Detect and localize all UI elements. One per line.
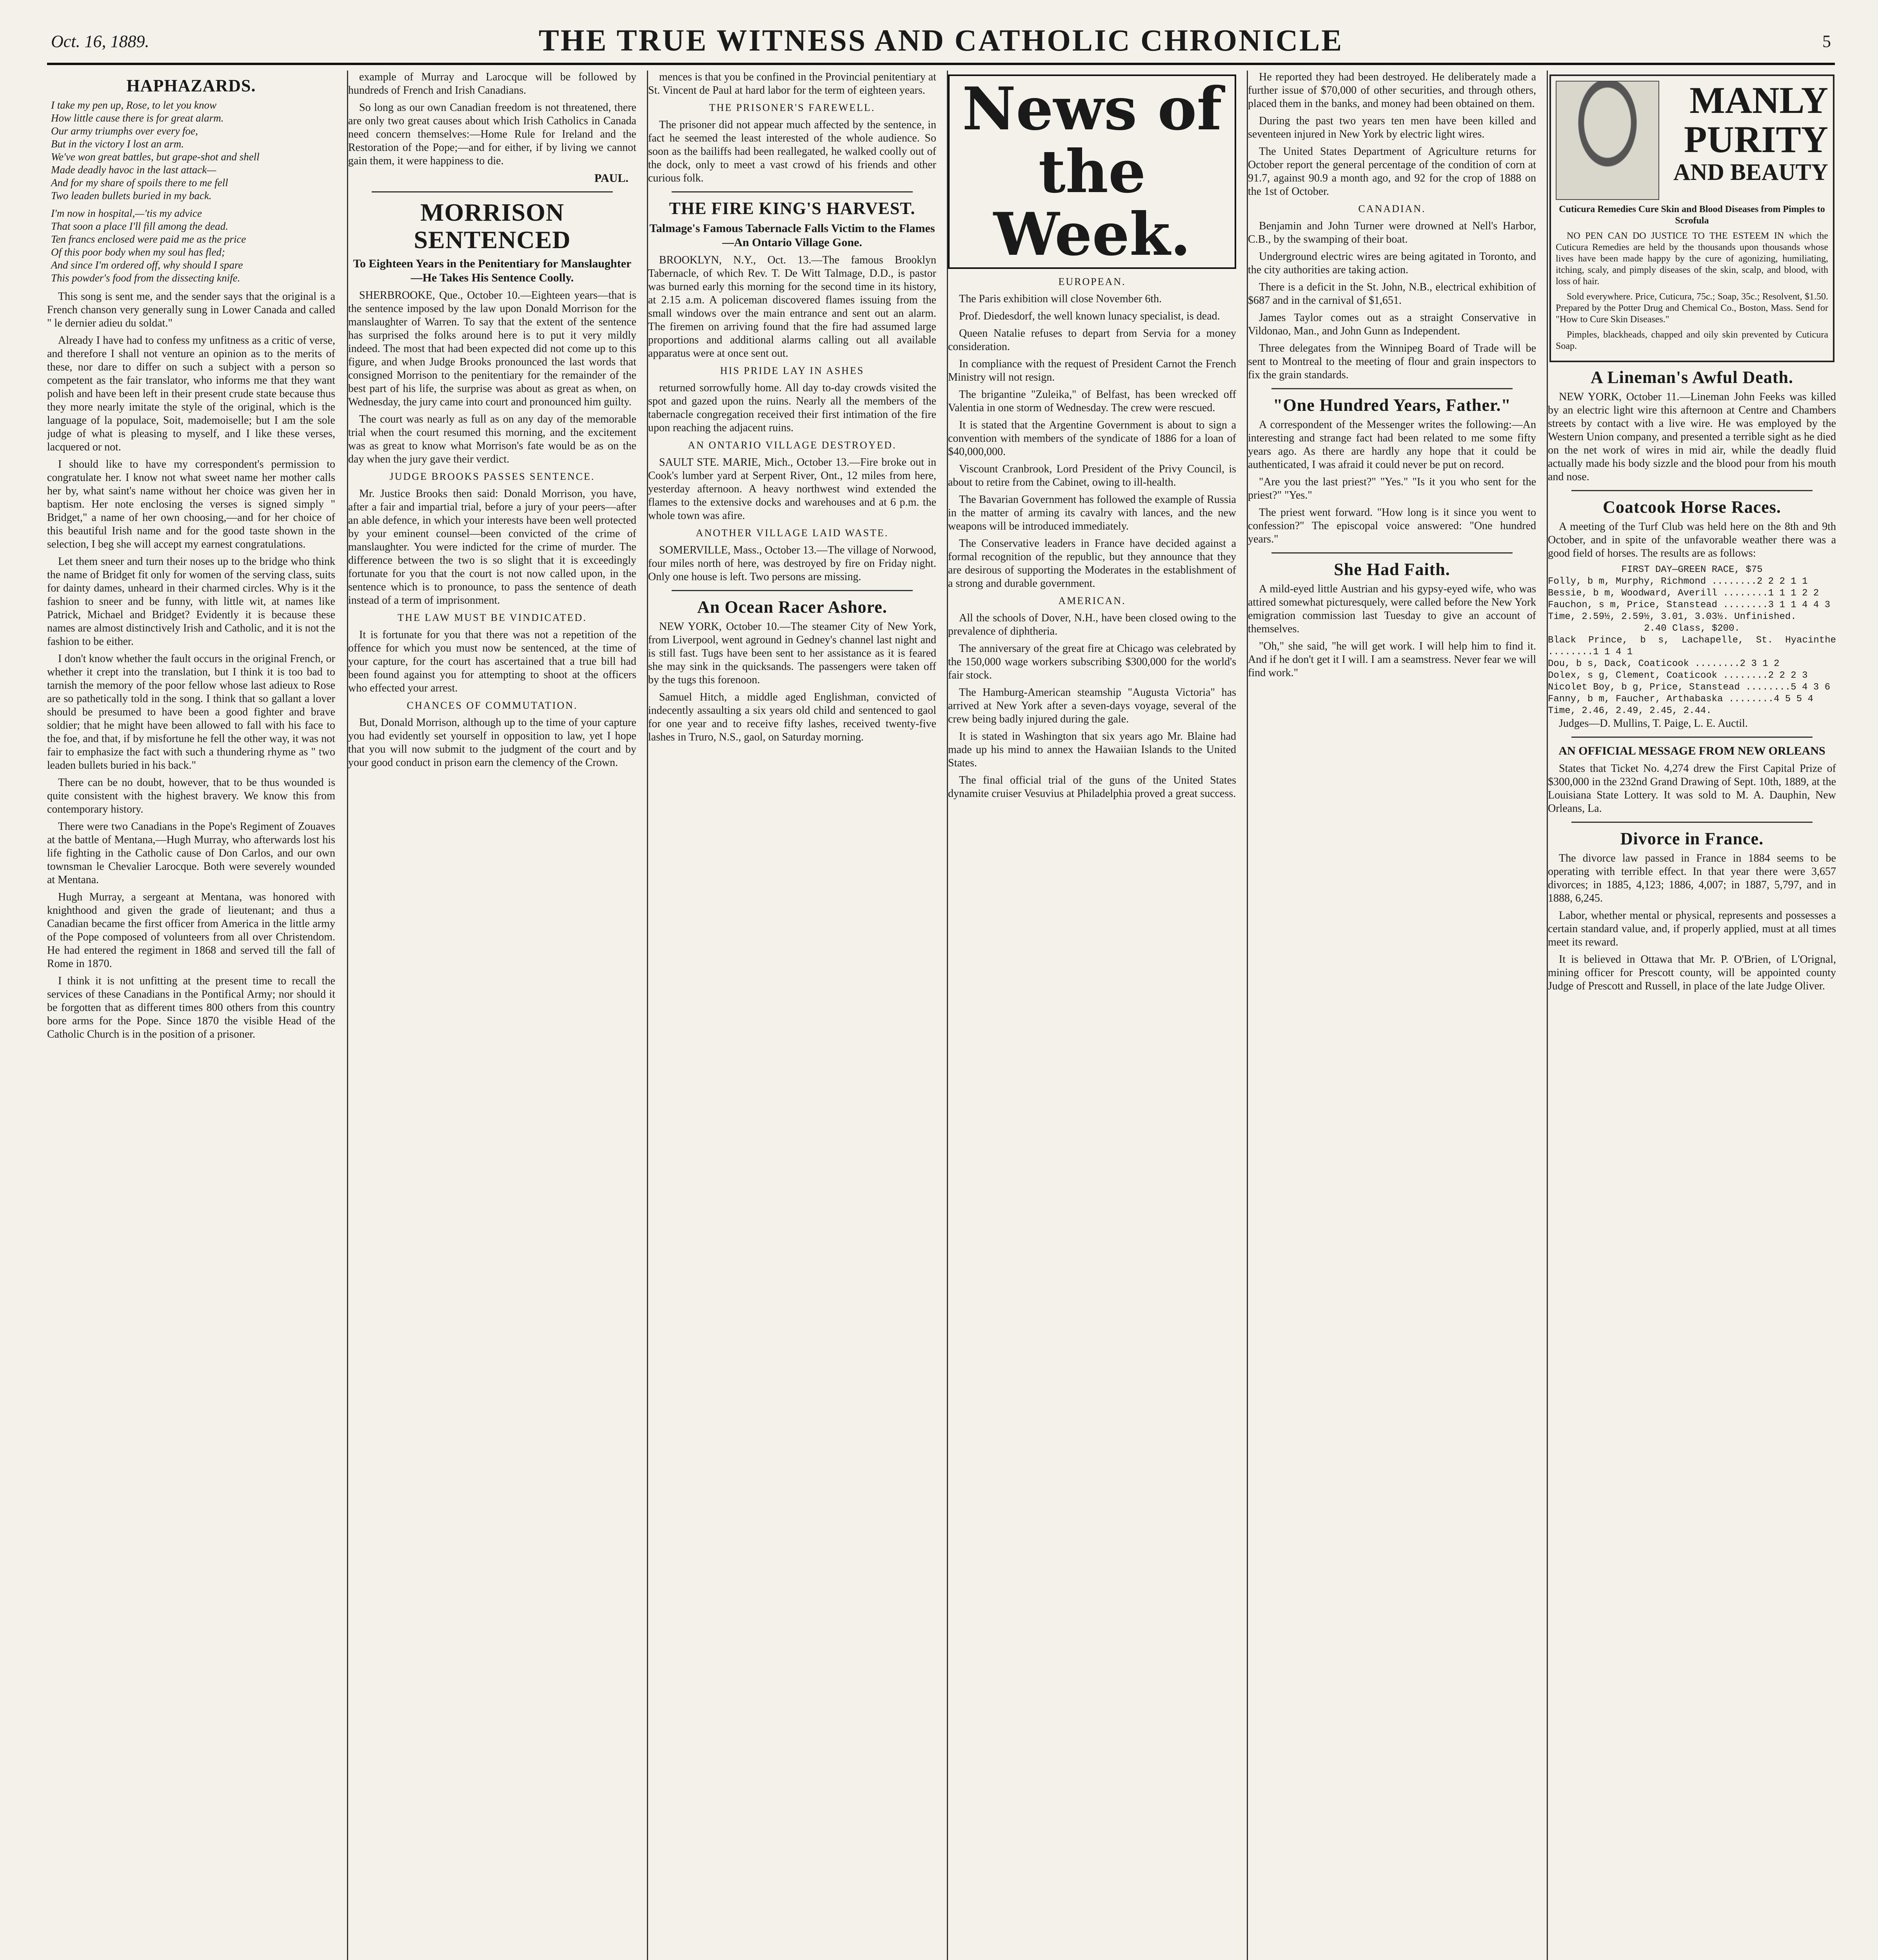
newspaper-title: THE TRUE WITNESS AND CATHOLIC CHRONICLE xyxy=(538,23,1344,57)
divider xyxy=(1271,552,1513,554)
race-result-row: Dou, b s, Dack, Coaticook ........2 3 1 2 xyxy=(1548,659,1780,669)
paragraph: The court was nearly as full as on any day of the memorable trial when the court resumed this morning, and the excitement was as great to know what Morrison's fate would be as on the day when the jury gave their verdict. xyxy=(348,413,636,465)
news-item: In compliance with the request of President Carnot the French Ministry will not resign. xyxy=(948,358,1236,383)
poem-line: This powder's food from the dissecting knife. xyxy=(51,272,240,284)
paragraph: Mr. Justice Brooks then said: Donald Morrison, you have, after a fair and impartial trial, before a jury of your peers—after an able defence, in which your interests have been well protected by your eminent counsel—been convicted of the crime of manslaughter. You were indicted for the crime of murder. The difference between the two is so slight that it is exceedingly fortunate for you that the court is not now called upon, in the sentence which is to pronounce, to pass the sentence of death instead of a term of imprisonment. xyxy=(348,488,636,606)
paragraph: A mild-eyed little Austrian and his gypsy-eyed wife, who was attired somewhat picturesquely, were called before the New York emigration commission last Tuesday to give an account of themselves. xyxy=(1248,583,1536,635)
race-result-row: FIRST DAY—GREEN RACE, $75 xyxy=(1621,564,1763,575)
divorce-heading: Divorce in France. xyxy=(1620,829,1764,848)
poem-line: We've won great battles, but grape-shot and shell xyxy=(51,151,260,163)
racer-heading: An Ocean Racer Ashore. xyxy=(697,597,887,617)
signature: PAUL. xyxy=(594,172,628,185)
ad-headline: AND BEAUTY xyxy=(1673,159,1828,185)
divider xyxy=(1571,737,1813,738)
paragraph: mences is that you be confined in the Provincial penitentiary at St. Vincent de Paul at hard labor for the term of eighteen years. xyxy=(648,71,936,96)
paragraph: A correspondent of the Messenger writes the following:—An interesting and strange fact had been related to me some fifty years ago. As there are hardly any hope that it could be authenticated, I was afraid it could never be put on record. xyxy=(1248,419,1536,471)
ad-headline: MANLY xyxy=(1689,79,1828,121)
paragraph: The divorce law passed in France in 1884 seems to be operating with terrible effect. In that year there were 3,657 divorces; in 1885, 4,123; 1886, 4,007; in 1887, 5,797, and in 1888, 6,245. xyxy=(1548,852,1836,904)
paragraph: Labor, whether mental or physical, represents and possesses a certain standard value, and, if properly applied, must at all times meet its reward. xyxy=(1548,909,1836,948)
divider xyxy=(672,590,913,591)
paragraph: example of Murray and Larocque will be followed by hundreds of French and Irish Canadians. xyxy=(348,71,636,96)
news-item: The Conservative leaders in France have decided against a formal recognition of the republic, but they announce that they are desirous of supporting the Moderates in the establishment of a strong and durable government. xyxy=(948,537,1236,590)
ad-subheading: Cuticura Remedies Cure Skin and Blood Diseases from Pimples to Scrofula xyxy=(1559,204,1825,226)
section-head: AMERICAN. xyxy=(1058,595,1126,606)
section-head: EUROPEAN. xyxy=(1058,276,1126,287)
poem-line: Of this poor body when my soul has fled; xyxy=(51,246,225,258)
paragraph: SHERBROOKE, Que., October 10.—Eighteen years—that is the sentence imposed by the law upon Donald Morrison for the manslaughter of Warren. To say that the extent of the sentence has surprised the folks around here is to put it very mildly indeed. The most that had been expected did not come up to this figure, and when Judge Brooks pronounced the last words that consigned Morrison to the penitentiary for the remainder of the best part of his life, the surprise was about as great as when, on Wednesday, the jury came into court and pronounced him guilty. xyxy=(348,289,636,408)
race-result-row: Folly, b m, Murphy, Richmond ........2 2 2 1 1 xyxy=(1548,576,1808,587)
news-item: The final official trial of the guns of the United States dynamite cruiser Vesuvius at Philadelphia proved a great success. xyxy=(948,774,1236,800)
section-head: CHANCES OF COMMUTATION. xyxy=(407,700,578,711)
paragraph: I should like to have my correspondent's permission to congratulate her. I know not what sweet name her mother calls her by, what saint's name without her choice was given her in baptism. Her note enclosing the verses is signed simply " Bridget," a name of her own choosing,—and for her choice of this beautiful Irish name and for the good taste shown in the selection, I beg she will accept my earnest congratulations. xyxy=(47,458,335,550)
portrait-illustration xyxy=(1556,81,1659,200)
ad-body: Sold everywhere. Price, Cuticura, 75c.; Soap, 35c.; Resolvent, $1.50. Prepared by the Potter Drug and Chemical Co., Boston, Mass. Send for "How to Cure Skin Diseases." xyxy=(1556,292,1828,325)
divider xyxy=(1571,822,1813,823)
race-result-row: Time, 2.59½, 2.59½, 3.01, 3.03½. Unfinished. xyxy=(1548,612,1796,622)
paragraph: returned sorrowfully home. All day to-day crowds visited the spot and gazed upon the ruins. Nearly all the members of the tabernacle congregation received their first intimation of the fire upon reaching the adjacent ruins. xyxy=(648,382,936,434)
paragraph: I think it is not unfitting at the present time to recall the services of these Canadians in the Pontifical Army; nor should it be forgotten that as different times 800 others from this country bore arms for the Pope. Since 1870 the visible Head of the Catholic Church is in the position of a prisoner. xyxy=(47,975,335,1040)
faith-heading: She Had Faith. xyxy=(1334,560,1450,579)
news-item: The Bavarian Government has followed the example of Russia in the matter of arming its cavalry with lances, and the new weapons will be introduced immediately. xyxy=(948,494,1236,532)
paragraph: There were two Canadians in the Pope's Regiment of Zouaves at the battle of Mentana,—Hugh Murray, who afterwards lost his life fighting in the Catholic cause of Don Carlos, and our own townsman le Chevalier Larocque. Both were severely wounded at Mentana. xyxy=(47,820,335,886)
section-head: HIS PRIDE LAY IN ASHES xyxy=(720,365,865,376)
masthead xyxy=(47,16,1835,65)
news-item: The Hamburg-American steamship "Augusta Victoria" has arrived at New York after a seven-days voyage, several of the crew being badly injured during the gale. xyxy=(948,686,1236,725)
divider xyxy=(1571,490,1813,491)
news-item: Underground electric wires are being agitated in Toronto, and the city authorities are taking action. xyxy=(1248,250,1536,276)
paragraph: I don't know whether the fault occurs in the original French, or whether it crept into the translation, but I think it is too bad to tarnish the memory of the poor fellow whose last adieux to Rose are so pathetically told in the song. I think that so gallant a lover should be presumed to have been a good fighter and brave soldier; that he might have been allowed to fall with his face to the foe, and that, if by misfortune he fell the other way, it was not fair to emphasize the fact with such a thundering rhyme as " two leaden bullets buried in his back." xyxy=(47,653,335,771)
news-item: It is stated that the Argentine Government is about to sign a convention with members of the syndicate of 1886 for a loan of $40,000,000. xyxy=(948,419,1236,458)
paragraph: States that Ticket No. 4,274 drew the First Capital Prize of $300,000 in the 232nd Grand Drawing of Sept. 10th, 1889, at the Louisiana State Lottery. It was sold to M. A. Dauphin, New Orleans, La. xyxy=(1548,762,1836,815)
poem-line: Ten francs enclosed were paid me as the price xyxy=(51,233,246,245)
paragraph: "Are you the last priest?" "Yes." "Is it you who sent for the priest?" "Yes." xyxy=(1248,476,1536,501)
paragraph: There can be no doubt, however, that to be thus wounded is quite consistent with the highest bravery. We know this from contemporary history. xyxy=(47,777,335,815)
divider xyxy=(372,191,613,192)
section-head: ANOTHER VILLAGE LAID WASTE. xyxy=(696,527,889,539)
lottery-heading: AN OFFICIAL MESSAGE FROM NEW ORLEANS xyxy=(1558,744,1825,757)
ad-footer: Pimples, blackheads, chapped and oily skin prevented by Cuticura Soap. xyxy=(1556,330,1828,351)
divider xyxy=(1271,388,1513,389)
paragraph: It is believed in Ottawa that Mr. P. O'Brien, of L'Orignal, mining officer for Prescott county, will be appointed county Judge of Prescott and Russell, in place of the late Judge Oliver. xyxy=(1548,953,1836,992)
cuticura-advertisement xyxy=(1549,74,1834,362)
news-item: He reported they had been destroyed. He deliberately made a further issue of $70,000 of other securities, and through others, placed them in the banks, and money had been obtained on them. xyxy=(1248,71,1536,110)
ad-body: NO PEN CAN DO JUSTICE TO THE ESTEEM IN which the Cuticura Remedies are held by the thousands upon thousands whose lives have been made happy by the cure of agonizing, humiliating, itching, scaly, and pimply diseases of the skin, scalp, and blood, with loss of hair. xyxy=(1556,231,1828,287)
paragraph: Samuel Hitch, a middle aged Englishman, convicted of indecently assaulting a six years old child and sentenced to gaol for one year and to receive fifty lashes, received twenty-five lashes in Truro, N.S., gaol, on Saturday morning. xyxy=(648,691,936,743)
race-result-row: Bessie, b m, Woodward, Averill ........1 1 1 2 2 xyxy=(1548,588,1819,599)
paragraph: SAULT STE. MARIE, Mich., October 13.—Fire broke out in Cook's lumber yard at Serpent River, Ont., 12 miles from here, yesterday afternoon. A heavy northwest wind extended the flames to the extensive docks and warehouses and at 6 p.m. the whole town was afire. xyxy=(648,456,936,522)
poem-line: How little cause there is for great alarm. xyxy=(51,112,224,124)
news-item: Prof. Diedesdorf, the well known lunacy specialist, is dead. xyxy=(959,310,1220,322)
paragraph: Already I have had to confess my unfitness as a critic of verse, and therefore I shall not venture an opinion as to the merits of these, nor dare to differ on such a subject with a person so competent as the fair translator, who informs me that they want polish and have been left in their present crude state because thus they more nearly imitate the style of the original, which is the language of la populace, Soit, mademoiselle; but I am the sole judge of what is pleasing to myself, and I like these verses, lacquered or not. xyxy=(47,334,335,453)
haphazards-heading: HAPHAZARDS. xyxy=(126,76,256,95)
race-result-row: 2.40 Class, $200. xyxy=(1644,623,1740,634)
morrison-subheading: To Eighteen Years in the Penitentiary for Manslaughter—He Takes His Sentence Coolly. xyxy=(353,257,632,284)
poem-line: That soon a place I'll fill among the dead. xyxy=(51,220,228,232)
news-item: It is stated in Washington that six years ago Mr. Blaine had made up his mind to annex the Hawaiian Islands to the United States. xyxy=(948,730,1236,769)
judges-line: Judges—D. Mullins, T. Paige, L. E. Auctil. xyxy=(1559,717,1748,730)
poem-line: Our army triumphs over every foe, xyxy=(51,125,198,137)
poem-stanza-1 xyxy=(47,99,335,202)
section-head: AN ONTARIO VILLAGE DESTROYED. xyxy=(688,439,897,451)
section-head: CANADIAN. xyxy=(1358,203,1426,214)
paragraph: NEW YORK, October 10.—The steamer City of New York, from Liverpool, went aground in Gedney's channel last night and is still fast. Tugs have been sent to her assistance as it is feared she may sink in the quicksands. The passengers were taken off by the tugs this forenoon. xyxy=(648,621,936,686)
race-results-table xyxy=(1548,564,1836,717)
issue-date: Oct. 16, 1889. xyxy=(51,32,149,51)
news-of-the-week-banner: News of the Week. xyxy=(948,74,1236,269)
news-item: All the schools of Dover, N.H., have been closed owing to the prevalence of diphtheria. xyxy=(948,612,1236,637)
column-3 xyxy=(647,71,936,1960)
poem-line: And since I'm ordered off, why should I spare xyxy=(51,259,243,271)
poem-line: I take my pen up, Rose, to let you know xyxy=(51,99,217,111)
column-2 xyxy=(347,71,636,1960)
paragraph: SOMERVILLE, Mass., October 13.—The village of Norwood, four miles north of here, was destroyed by fire on Friday night. Only one house is left. Two persons are missing. xyxy=(648,544,936,583)
poem-line: But in the victory I lost an arm. xyxy=(51,138,184,150)
poem-stanza-2 xyxy=(47,207,335,285)
lineman-heading: A Lineman's Awful Death. xyxy=(1590,368,1794,387)
hundred-years-heading: "One Hundred Years, Father." xyxy=(1273,396,1511,415)
newspaper-page xyxy=(47,16,1835,1960)
morrison-heading: MORRISON SENTENCED xyxy=(414,198,571,254)
column-1 xyxy=(47,71,335,1960)
section-head: THE LAW MUST BE VINDICATED. xyxy=(398,612,587,623)
fire-heading: THE FIRE KING'S HARVEST. xyxy=(669,199,915,218)
paragraph: It is fortunate for you that there was not a repetition of the offence for which you must now be sentenced, at the time of your capture, for the court has ascertained that a true bill had been found against you for attempting to shoot at the officers who effected your arrest. xyxy=(348,629,636,694)
column-6 xyxy=(1547,71,1836,1960)
race-result-row: Fanny, b m, Faucher, Arthabaska ........4 5 5 4 xyxy=(1548,694,1813,704)
poem-line: Two leaden bullets buried in my back. xyxy=(51,190,212,201)
paragraph: Hugh Murray, a sergeant at Mentana, was honored with knighthood and given the grade of lieutenant; and thus a Canadian became the first officer from America in the little army of the Pope composed of volunteers from all over Christendom. He had entered the regiment in 1868 and served till the fall of Rome in 1870. xyxy=(47,891,335,970)
poem-line: I'm now in hospital,—'tis my advice xyxy=(51,207,202,219)
paragraph: Let them sneer and turn their noses up to the bridge who think the name of Bridget fit only for women of the serving class, suits for dainty dames, unheard in their charmed circles. Why is it the fashion to sneer and be funny, with little wit, at names like Patrick, Michael and Bridget? Evidently it is because these names are almost distinctively Irish and Catholic, and it is not the fashion to be either. xyxy=(47,555,335,648)
paragraph: "Oh," she said, "he will get work. I will help him to find it. And if he don't get it I will. I am a seamstress. Never fear we will find work." xyxy=(1248,640,1536,679)
news-item: During the past two years ten men have been killed and seventeen injured in New York by electric light wires. xyxy=(1248,115,1536,140)
horse-races-heading: Coatcook Horse Races. xyxy=(1603,497,1781,517)
poem-line: And for my share of spoils there to me fell xyxy=(51,177,228,189)
fire-subheading: Talmage's Famous Tabernacle Falls Victim to the Flames—An Ontario Village Gone. xyxy=(649,222,935,249)
paragraph: A meeting of the Turf Club was held here on the 8th and 9th October, and in spite of the unfavorable weather there was a good field of horses. The results are as follows: xyxy=(1548,521,1836,559)
news-item: Three delegates from the Winnipeg Board of Trade will be sent to Montreal to the meeting of flour and grain inspectors to fix the grain standards. xyxy=(1248,342,1536,381)
news-item: There is a deficit in the St. John, N.B., electrical exhibition of $687 and in the carnival of $1,651. xyxy=(1248,281,1536,307)
page-number: 5 xyxy=(1822,32,1831,51)
poem-line: Made deadly havoc in the last attack— xyxy=(51,164,216,176)
news-item: Viscount Cranbrook, Lord President of the Privy Council, is about to retire from the Cabinet, owing to ill-health. xyxy=(948,463,1236,488)
paragraph: But, Donald Morrison, although up to the time of your capture you had evidently set yourself in opposition to law, yet I hope that you will now submit to the judgment of the court and by your good conduct in prison earn the clemency of the Crown. xyxy=(348,717,636,769)
race-result-row: Time, 2.46, 2.49, 2.45, 2.44. xyxy=(1548,706,1712,716)
column-5 xyxy=(1247,71,1536,1960)
news-item: The brigantine "Zuleika," of Belfast, has been wrecked off Valentia in one storm of Wednesday. The crew were rescued. xyxy=(948,388,1236,414)
paragraph: So long as our own Canadian freedom is not threatened, there are only two great causes about which Irish Catholics in Canada need concern themselves:—Home Rule for Ireland and the Restoration of the Pope;—and for either, if by living we cannot gain them, it were happiness to die. xyxy=(348,102,636,167)
race-result-row: Black Prince, b s, Lachapelle, St. Hyacinthe ........1 1 4 1 xyxy=(1548,635,1836,657)
paragraph: The prisoner did not appear much affected by the sentence, in fact he seemed the least interested of the whole audience. So soon as the bailiffs had been reallegated, he walked coolly out of the dock, only to meet a vast crowd of his friends and other curious folk. xyxy=(648,119,936,184)
news-item: Queen Natalie refuses to depart from Servia for a money consideration. xyxy=(948,327,1236,353)
ad-headline: PURITY xyxy=(1684,118,1828,160)
race-result-row: Nicolet Boy, b g, Price, Stanstead ........5 4 3 6 xyxy=(1548,682,1831,693)
section-head: THE PRISONER'S FAREWELL. xyxy=(709,102,875,113)
news-item: Benjamin and John Turner were drowned at Nell's Harbor, C.B., by the swamping of their boat. xyxy=(1248,220,1536,245)
column-4 xyxy=(947,71,1236,1960)
news-item: James Taylor comes out as a straight Conservative in Vildonao, Man., and John Gunn as Independent. xyxy=(1248,312,1536,337)
news-item: The anniversary of the great fire at Chicago was celebrated by the 150,000 wage workers subscribing $300,000 for the world's fair stock. xyxy=(948,642,1236,681)
paragraph: The priest went forward. "How long is it since you went to confession?" The episcopal voice answered: "One hundred years." xyxy=(1248,506,1536,545)
section-head: JUDGE BROOKS PASSES SENTENCE. xyxy=(389,471,595,482)
divider xyxy=(672,191,913,192)
race-result-row: Dolex, s g, Clement, Coaticook ........2 2 2 3 xyxy=(1548,670,1808,681)
race-result-row: Fauchon, s m, Price, Stanstead ........3 1 1 4 4 3 xyxy=(1548,600,1831,610)
paragraph: This song is sent me, and the sender says that the original is a French chanson very generally sung in Lower Canada and called " le dernier adieu du soldat." xyxy=(47,290,335,329)
news-item: The Paris exhibition will close November 6th. xyxy=(959,293,1162,305)
news-item: The United States Department of Agriculture returns for October report the general percentage of the condition of corn at 91.7, against 90.9 a month ago, and 92 for the crop of 1888 on the 1st of October. xyxy=(1248,145,1536,198)
paragraph: NEW YORK, October 11.—Lineman John Feeks was killed by an electric light wire this afternoon at Centre and Chambers streets by contact with a live wire. He was employed by the Western Union company, and presented a terrible sight as he died on the net work of wires in mid air, while the deadly fluid actually made his body sizzle and the blood pour from his mouth and nose. xyxy=(1548,391,1836,483)
paragraph: BROOKLYN, N.Y., Oct. 13.—The famous Brooklyn Tabernacle, of which Rev. T. De Witt Talmage, D.D., is pastor was burned early this morning for the second time in its history, at 2.15 a.m. A policeman discovered flames issuing from the small windows over the main entrance and sent out an alarm. The firemen on arriving found that the fire had assumed large proportions and additional alarms calling out all available apparatus were at once sent out. xyxy=(648,254,936,359)
